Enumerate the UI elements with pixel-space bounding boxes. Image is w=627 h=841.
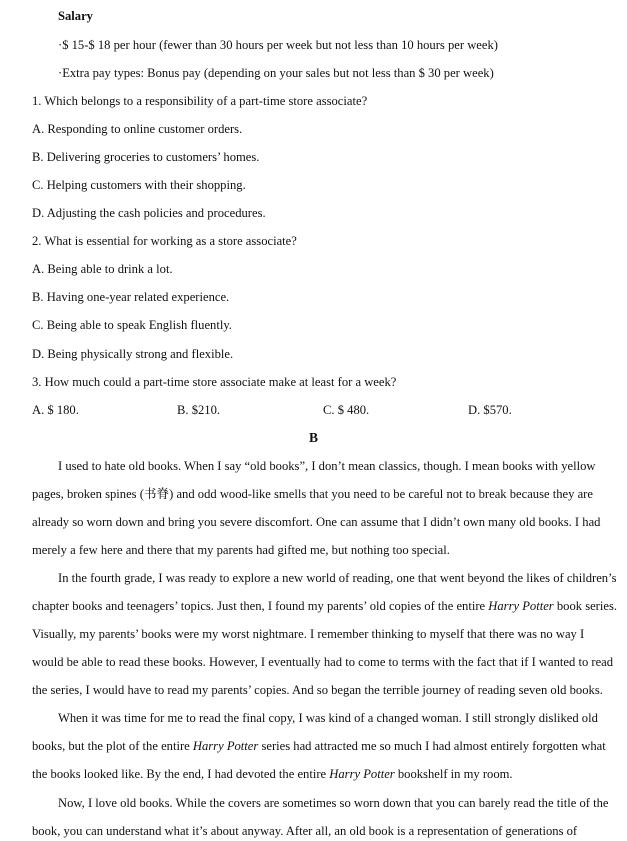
paragraph-line	[32, 738, 614, 754]
paragraph-line: the series, I would have to read my parents’ copies. And so began the terrible journey of reading seven old books.	[32, 683, 603, 697]
paragraph-line: already so worn down and bring you severe discomfort. One can assume that I didn’t own many old books. I had	[32, 515, 601, 529]
question-1-option-b: B. Delivering groceries to customers’ homes.	[32, 150, 260, 164]
question-2-option-b: B. Having one-year related experience.	[32, 290, 230, 304]
paragraph-line	[32, 766, 614, 782]
question-2-option-d: D. Being physically strong and flexible.	[32, 347, 234, 361]
question-1-option-a: A. Responding to online customer orders.	[32, 122, 243, 136]
question-1-option-d: D. Adjusting the cash policies and procedures.	[32, 206, 266, 220]
question-3-option-d: D. $570.	[468, 403, 512, 417]
question-2-stem: 2. What is essential for working as a store associate?	[32, 234, 297, 248]
section-b-heading: B	[308, 430, 318, 445]
paragraph-line: Visually, my parents’ books were my worst nightmare. I remember thinking to myself that there was no way I	[32, 627, 585, 641]
paragraph-line: Now, I love old books. While the covers are sometimes so worn down that you can barely read the title of the	[58, 796, 609, 810]
paragraph-line	[32, 598, 618, 614]
paragraph-line: book, you can understand what it’s about anyway. After all, an old book is a representation of generations of	[32, 824, 578, 838]
question-1-stem: 1. Which belongs to a responsibility of a part-time store associate?	[32, 94, 368, 108]
salary-extra-pay: ·Extra pay types: Bonus pay (depending on your sales but not less than $ 30 per week)	[58, 66, 494, 80]
paragraph-text: series had attracted me so much I had almost entirely forgotten what	[258, 739, 606, 753]
question-3-option-c: C. $ 480.	[323, 403, 370, 417]
paragraph-line: merely a few here and there that my parents had gifted me, but nothing too special.	[32, 543, 450, 557]
question-2-option-a: A. Being able to drink a lot.	[32, 262, 173, 276]
paragraph-line: would be able to read these books. However, I eventually had to come to terms with the fact that if I wanted to read	[32, 655, 614, 669]
book-title: Harry Potter	[329, 767, 395, 781]
question-3-stem: 3. How much could a part-time store associate make at least for a week?	[32, 375, 397, 389]
paragraph-text: bookshelf in my room.	[394, 767, 513, 781]
paragraph-line: pages, broken spines (书脊) and odd wood-like smells that you need to be careful not to break because they are	[32, 487, 593, 501]
paragraph-line: I used to hate old books. When I say “old books”, I don’t mean classics, though. I mean books with yellow	[58, 459, 596, 473]
paragraph-text: chapter books and teenagers’ topics. Just then, I found my parents’ old copies of the entire	[32, 599, 489, 613]
book-title: Harry Potter	[192, 739, 259, 753]
book-title: Harry Potter	[488, 599, 554, 613]
paragraph-line: In the fourth grade, I was ready to explore a new world of reading, one that went beyond the likes of children’s	[58, 571, 617, 585]
question-1-option-c: C. Helping customers with their shopping.	[32, 178, 246, 192]
question-2-option-c: C. Being able to speak English fluently.	[32, 318, 232, 332]
salary-pay-range: ·$ 15-$ 18 per hour (fewer than 30 hours per week but not less than 10 hours per week)	[58, 38, 498, 52]
paragraph-text: book series.	[553, 599, 618, 613]
question-3-option-b: B. $210.	[177, 403, 221, 417]
paragraph-text: the books looked like. By the end, I had devoted the entire	[32, 767, 330, 781]
paragraph-line: When it was time for me to read the final copy, I was kind of a changed woman. I still strongly disliked old	[58, 711, 598, 725]
paragraph-text: books, but the plot of the entire	[32, 739, 193, 753]
question-3-option-a: A. $ 180.	[32, 403, 79, 417]
salary-heading: Salary	[58, 9, 93, 23]
